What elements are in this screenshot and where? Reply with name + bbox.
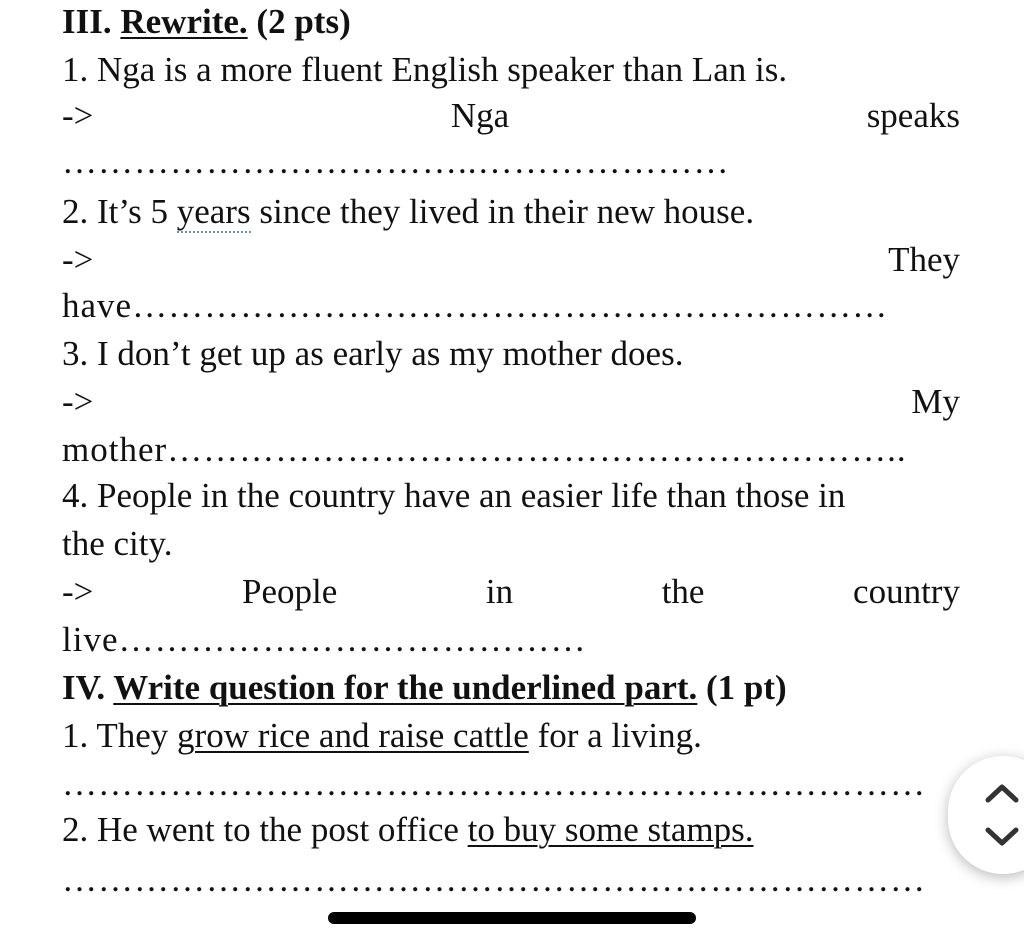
answer-arrow: -> <box>62 240 94 279</box>
answer-blank-4-1: ……………………………………………………………… <box>62 764 926 803</box>
answer-blank-4-2: ……………………………………………………………… <box>62 860 926 899</box>
answer-blank-3-1: ……………………………..………………… <box>62 142 730 181</box>
question-4-1 <box>62 716 702 756</box>
section-4-numeral: IV. <box>62 668 106 707</box>
question-3-3: 3. I don’t get up as early as my mother does. <box>62 334 684 373</box>
answer-word: Nga <box>450 96 510 135</box>
answer-row-3-4 <box>62 572 960 612</box>
section-3-points: (2 pts) <box>256 2 351 41</box>
answer-row-3-2 <box>62 240 960 280</box>
answer-word: They <box>888 240 960 279</box>
answer-row-3-1 <box>62 96 960 136</box>
question-3-2 <box>62 192 754 232</box>
section-3-numeral: III. <box>62 2 112 41</box>
page-nav-widget <box>948 756 1024 874</box>
answer-arrow: -> <box>62 572 94 611</box>
answer-word: country <box>853 572 960 611</box>
question-3-1: 1. Nga is a more fluent English speaker than Lan is. <box>62 50 788 89</box>
chevron-down-icon[interactable] <box>984 826 1020 848</box>
answer-word: My <box>911 382 960 421</box>
spellcheck-marked-word: years <box>176 192 251 231</box>
answer-word: in <box>485 572 514 611</box>
answer-word: People <box>242 572 338 611</box>
section-4-title: Write question for the underlined part. <box>113 668 698 707</box>
section-3-heading <box>62 2 351 42</box>
answer-word: speaks <box>866 96 960 135</box>
underlined-part: to buy some stamps. <box>467 810 754 849</box>
question-text: since they lived in their new house. <box>250 192 755 231</box>
question-text: 2. He went to the post office <box>62 810 468 849</box>
answer-arrow: -> <box>62 96 94 135</box>
question-text: 1. They <box>62 716 178 755</box>
section-4-heading <box>62 668 787 708</box>
question-text: for a living. <box>528 716 702 755</box>
underlined-part: grow rice and raise cattle <box>177 716 529 755</box>
answer-row-3-3 <box>62 382 960 422</box>
answer-word: the <box>661 572 705 611</box>
chevron-up-icon[interactable] <box>984 782 1020 804</box>
question-3-4-cont: the city. <box>62 524 173 563</box>
answer-blank-3-2: have……………………………………………………… <box>62 286 889 325</box>
answer-arrow: -> <box>62 382 94 421</box>
answer-blank-3-4: live………………………………… <box>62 620 587 659</box>
question-4-2 <box>62 810 753 850</box>
question-text: 2. It’s 5 <box>62 192 177 231</box>
question-3-4: 4. People in the country have an easier life than those in <box>62 476 846 515</box>
section-3-title: Rewrite. <box>120 2 248 41</box>
home-indicator[interactable] <box>328 912 696 924</box>
section-4-points: (1 pt) <box>706 668 787 707</box>
answer-blank-3-3: mother…………………………………………………….. <box>62 430 907 469</box>
